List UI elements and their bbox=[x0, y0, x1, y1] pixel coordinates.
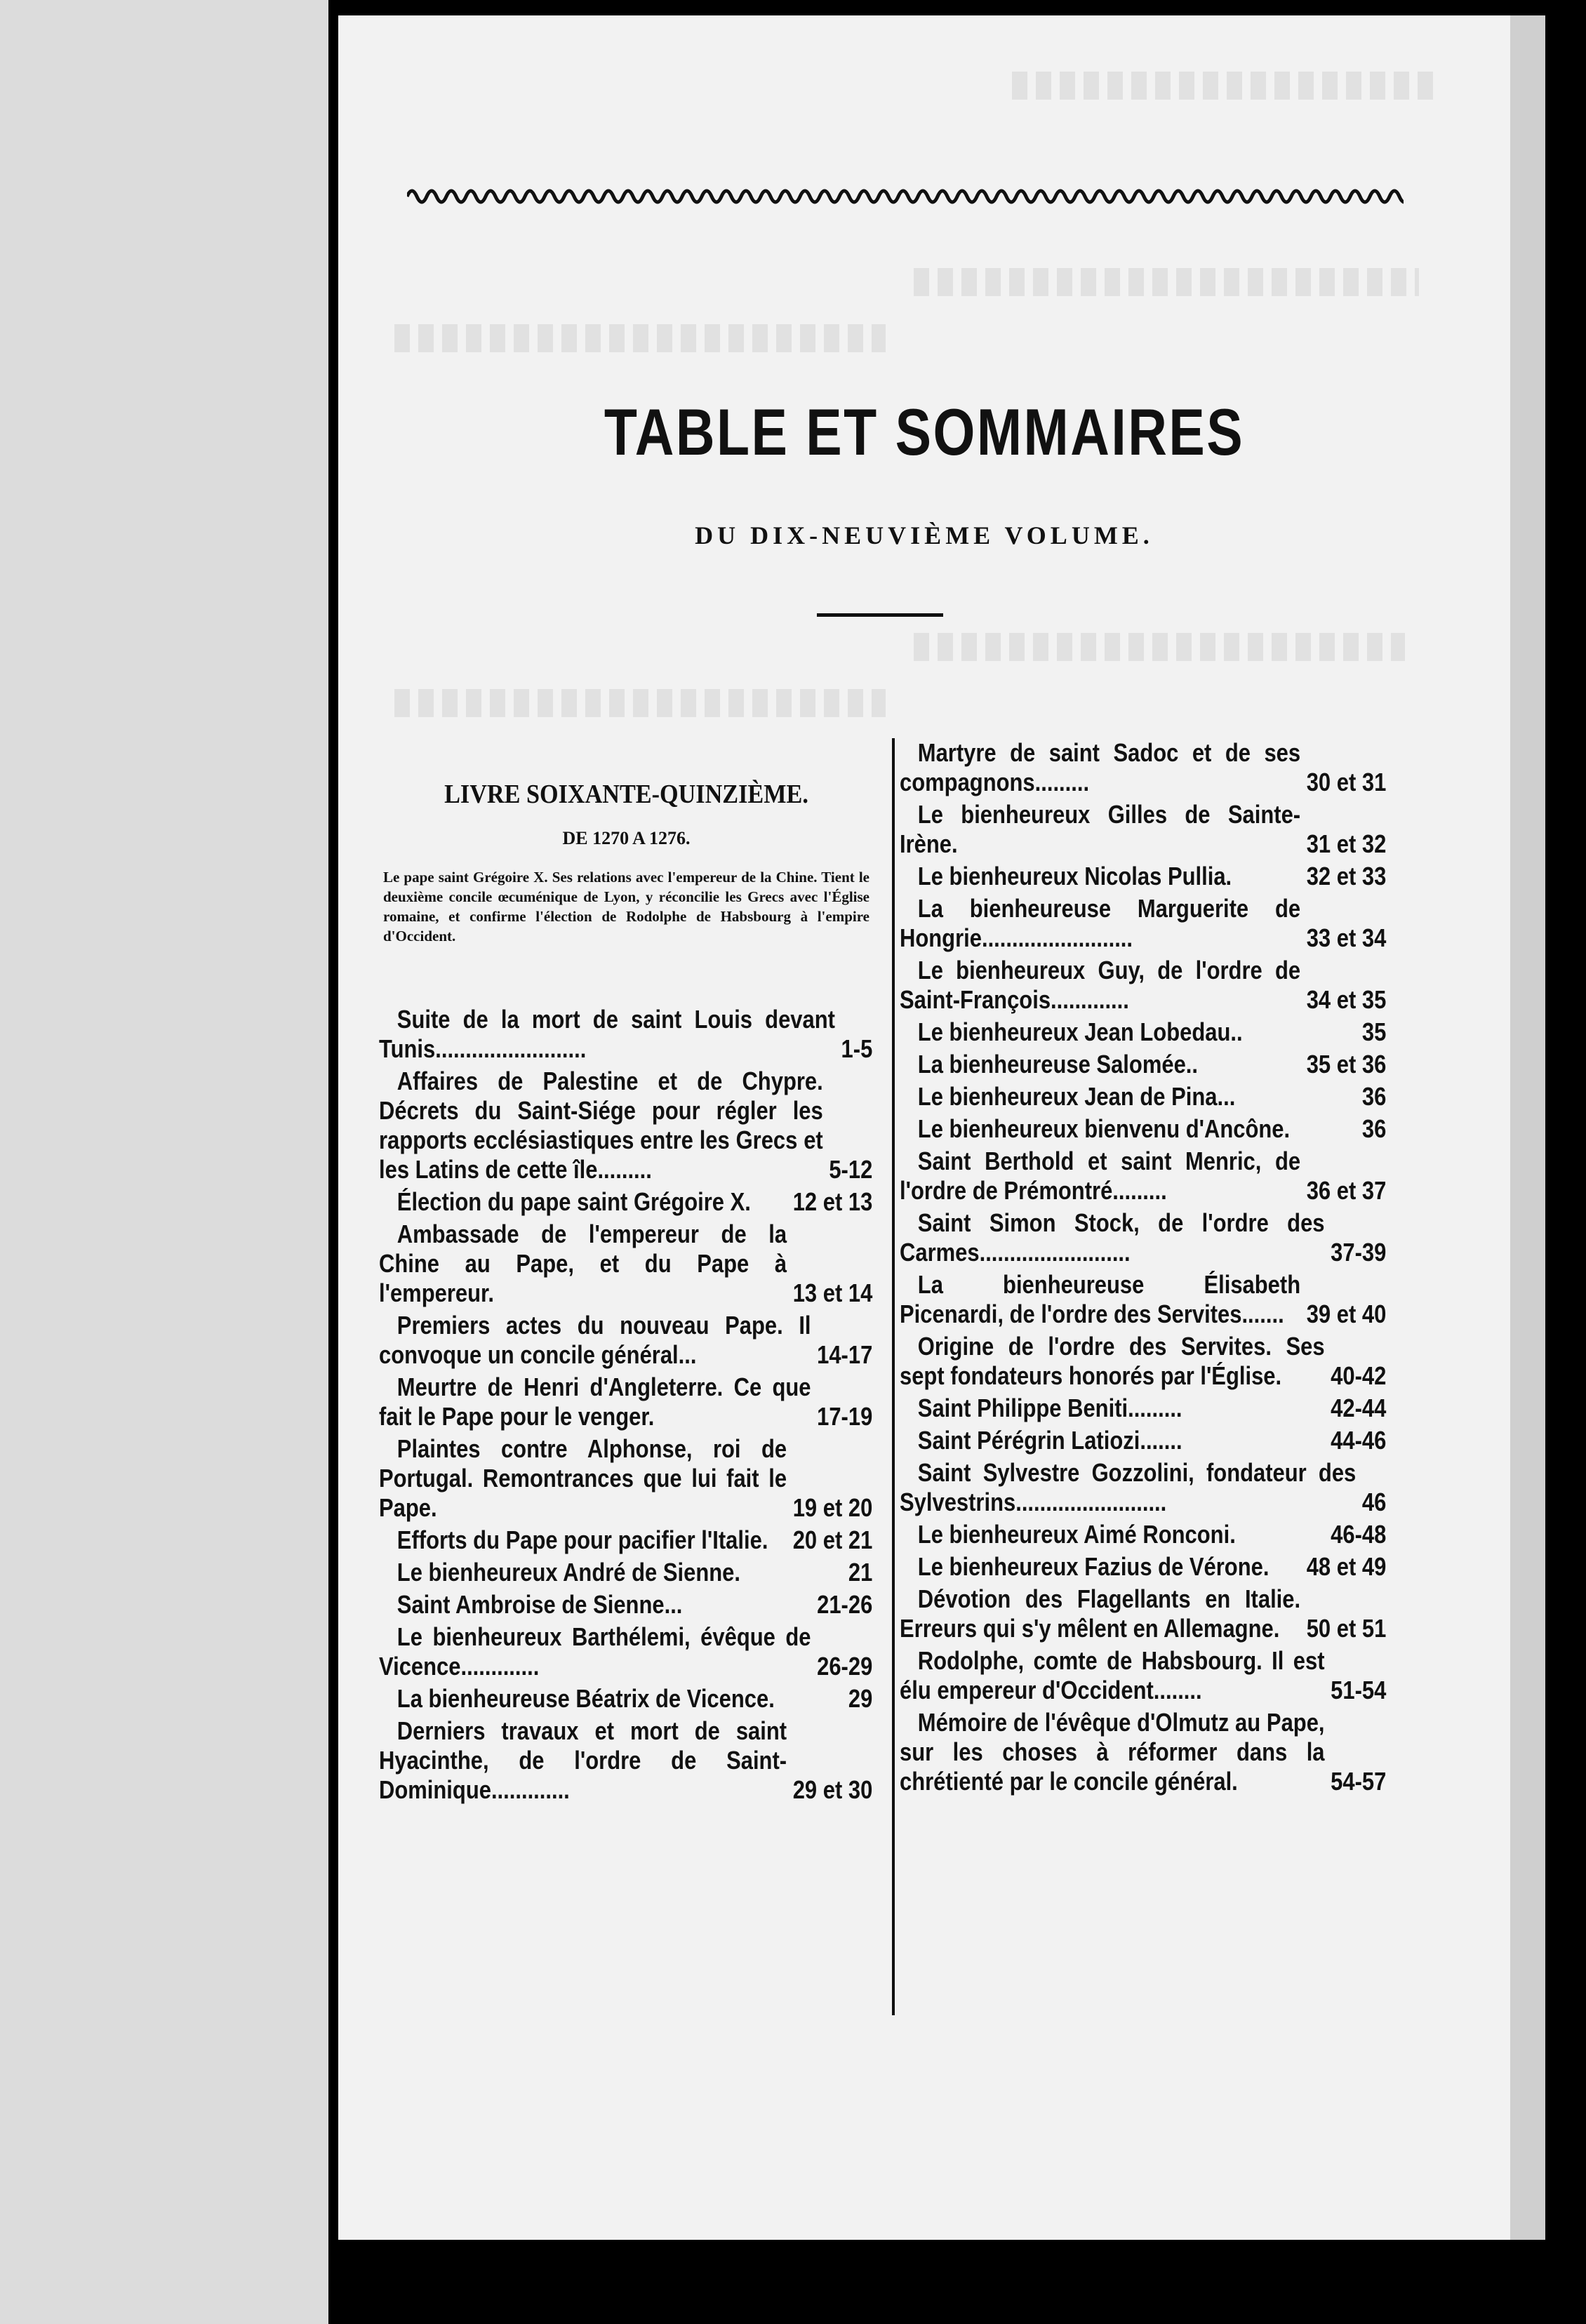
toc-entry-text: Saint Philippe Beniti......... bbox=[917, 1394, 1182, 1422]
toc-entry bbox=[900, 1017, 1386, 1047]
toc-entry bbox=[379, 1005, 872, 1064]
toc-entry-text: La bienheureuse Salomée.. bbox=[917, 1050, 1198, 1078]
toc-entry bbox=[379, 1373, 872, 1431]
toc-entry bbox=[900, 1270, 1386, 1329]
show-through-row bbox=[394, 689, 886, 717]
toc-entry-text: La bienheureuse Élisabeth Picenardi, de l'ordre des Servites....... bbox=[900, 1270, 1301, 1328]
show-through-row bbox=[914, 268, 1419, 296]
toc-entry bbox=[379, 1067, 872, 1184]
toc-entry-pages: 33 et 34 bbox=[1306, 923, 1387, 952]
toc-entry bbox=[379, 1187, 872, 1217]
toc-entry bbox=[900, 862, 1386, 891]
toc-entry-text: Rodolphe, comte de Habsbourg. Il est élu empereur d'Occident........ bbox=[900, 1646, 1325, 1704]
book-dates: DE 1270 A 1276. bbox=[562, 828, 691, 848]
toc-entry-pages: 40-42 bbox=[1331, 1361, 1387, 1390]
toc-entry bbox=[379, 1311, 872, 1370]
toc-entry-pages: 21 bbox=[848, 1558, 873, 1587]
toc-entry-pages: 44-46 bbox=[1331, 1426, 1387, 1455]
toc-entry-pages: 17-19 bbox=[817, 1402, 873, 1431]
toc-entry bbox=[379, 1590, 872, 1620]
toc-entry bbox=[900, 1584, 1386, 1643]
toc-entry-pages: 13 et 14 bbox=[792, 1278, 873, 1307]
toc-entry-text: Mémoire de l'évêque d'Olmutz au Pape, sur les choses à réformer dans la chrétienté par le concile général. bbox=[900, 1708, 1325, 1796]
toc-entry-pages: 36 et 37 bbox=[1306, 1176, 1387, 1205]
toc-entry bbox=[379, 1434, 872, 1523]
toc-entry-pages: 1-5 bbox=[841, 1034, 873, 1063]
toc-entry-text: Saint Simon Stock, de l'ordre des Carmes......................... bbox=[900, 1208, 1325, 1267]
toc-entry-pages: 29 bbox=[848, 1684, 873, 1713]
toc-entry bbox=[379, 1622, 872, 1681]
toc-entry-text: Suite de la mort de saint Louis devant Tunis......................... bbox=[379, 1005, 835, 1063]
toc-entry-text: Le bienheureux Barthélemi, évêque de Vicence............. bbox=[379, 1622, 811, 1681]
toc-entry bbox=[900, 1114, 1386, 1144]
toc-entry-text: Le bienheureux Jean Lobedau.. bbox=[917, 1017, 1243, 1046]
toc-entry bbox=[900, 1520, 1386, 1549]
toc-entry-text: Le bienheureux Fazius de Vérone. bbox=[917, 1552, 1270, 1581]
right-entry-list bbox=[900, 738, 1387, 1796]
toc-entry bbox=[900, 894, 1386, 953]
toc-entry bbox=[900, 1646, 1386, 1705]
toc-entry-text: Derniers travaux et mort de saint Hyacinthe, de l'ordre de Saint-Dominique............. bbox=[379, 1716, 787, 1804]
left-column bbox=[379, 766, 874, 1808]
toc-entry-text: Saint Ambroise de Sienne... bbox=[396, 1590, 683, 1619]
book-summary: Le pape saint Grégoire X. Ses relations avec l'empereur de la Chine. Tient le deuxième concile œcuménique de Lyon, y réconcilie les Grecs avec l'Église romaine, et confirme l'élection de Rodolphe de Habsbourg à l'empire d'Occident. bbox=[383, 869, 869, 944]
toc-entry-pages: 32 et 33 bbox=[1306, 862, 1387, 890]
toc-entry-text: Le bienheureux Aimé Ronconi. bbox=[917, 1520, 1236, 1549]
show-through-row bbox=[1012, 72, 1433, 100]
toc-entry-pages: 54-57 bbox=[1331, 1767, 1387, 1796]
toc-entry-pages: 30 et 31 bbox=[1306, 768, 1387, 796]
toc-entry-pages: 29 et 30 bbox=[792, 1775, 873, 1804]
show-through-row bbox=[914, 633, 1405, 661]
toc-entry-pages: 36 bbox=[1361, 1082, 1387, 1111]
toc-entry bbox=[900, 800, 1386, 859]
toc-entry-text: Dévotion des Flagellants en Italie. Erreurs qui s'y mêlent en Allemagne. bbox=[900, 1584, 1301, 1643]
toc-entry-text: La bienheureuse Béatrix de Vicence. bbox=[396, 1684, 775, 1713]
toc-entry-pages: 37-39 bbox=[1331, 1238, 1387, 1267]
toc-entry-pages: 12 et 13 bbox=[792, 1187, 873, 1216]
toc-entry-text: Efforts du Pape pour pacifier l'Italie. bbox=[396, 1525, 768, 1554]
toc-entry bbox=[900, 1552, 1386, 1582]
toc-entry-pages: 26-29 bbox=[817, 1652, 873, 1681]
toc-entry-pages: 46-48 bbox=[1331, 1520, 1387, 1549]
toc-entry-pages: 46 bbox=[1361, 1488, 1387, 1516]
toc-entry bbox=[379, 1220, 872, 1308]
toc-entry-text: Premiers actes du nouveau Pape. Il convoque un concile général... bbox=[379, 1311, 811, 1369]
column-divider bbox=[892, 738, 895, 2015]
toc-entry bbox=[900, 1426, 1386, 1455]
toc-entry bbox=[900, 1708, 1386, 1796]
right-column bbox=[900, 738, 1387, 1799]
toc-entry-pages: 34 et 35 bbox=[1306, 985, 1387, 1014]
page-title: TABLE ET SOMMAIRES bbox=[604, 395, 1245, 469]
toc-entry bbox=[379, 1716, 872, 1805]
toc-entry bbox=[379, 1558, 872, 1587]
toc-entry-pages: 19 et 20 bbox=[792, 1493, 873, 1522]
toc-entry-text: Meurtre de Henri d'Angleterre. Ce que fait le Pape pour le venger. bbox=[379, 1373, 811, 1431]
toc-entry-text: Martyre de saint Sadoc et de ses compagnons......... bbox=[900, 738, 1301, 796]
toc-entry-text: Saint Pérégrin Latiozi....... bbox=[917, 1426, 1182, 1455]
toc-entry-pages: 50 et 51 bbox=[1306, 1614, 1387, 1643]
toc-entry-text: Le bienheureux Guy, de l'ordre de Saint-François............. bbox=[900, 956, 1301, 1014]
toc-entry bbox=[900, 1394, 1386, 1423]
toc-entry-text: Élection du pape saint Grégoire X. bbox=[396, 1187, 751, 1216]
volume-subtitle: DU DIX-NEUVIÈME VOLUME. bbox=[695, 521, 1154, 549]
toc-entry-text: Le bienheureux Jean de Pina... bbox=[917, 1082, 1236, 1111]
toc-entry-pages: 42-44 bbox=[1331, 1394, 1387, 1422]
toc-entry-pages: 21-26 bbox=[817, 1590, 873, 1619]
title-divider-rule bbox=[817, 613, 943, 617]
toc-entry-pages: 48 et 49 bbox=[1306, 1552, 1387, 1581]
book-heading: LIVRE SOIXANTE-QUINZIÈME. bbox=[444, 780, 808, 809]
toc-entry-text: Le bienheureux Nicolas Pullia. bbox=[917, 862, 1232, 890]
toc-entry-text: La bienheureuse Marguerite de Hongrie......................... bbox=[900, 894, 1301, 952]
toc-entry-pages: 14-17 bbox=[817, 1340, 873, 1369]
toc-entry-text: Plaintes contre Alphonse, roi de Portugal. Remontrances que lui fait le Pape. bbox=[379, 1434, 787, 1522]
toc-entry-pages: 51-54 bbox=[1331, 1676, 1387, 1704]
page-edge bbox=[1510, 15, 1545, 2240]
toc-entry bbox=[379, 1525, 872, 1555]
toc-entry-text: Affaires de Palestine et de Chypre. Décrets du Saint-Siége pour régler les rapports ecclésiastiques entre les Grecs et les Latins de cette île......... bbox=[379, 1067, 823, 1184]
toc-entry-pages: 35 bbox=[1361, 1017, 1387, 1046]
toc-entry-text: Saint Sylvestre Gozzolini, fondateur des Sylvestrins......................... bbox=[900, 1458, 1357, 1516]
toc-entry-text: Ambassade de l'empereur de la Chine au Pape, et du Pape à l'empereur. bbox=[379, 1220, 787, 1307]
show-through-row bbox=[394, 324, 886, 352]
toc-entry-pages: 36 bbox=[1361, 1114, 1387, 1143]
toc-entry-pages: 35 et 36 bbox=[1306, 1050, 1387, 1078]
toc-entry bbox=[900, 1082, 1386, 1111]
table-page bbox=[338, 15, 1510, 2240]
toc-entry bbox=[900, 1332, 1386, 1391]
wavy-ornament-rule bbox=[407, 182, 1404, 211]
toc-entry bbox=[900, 956, 1386, 1015]
toc-entry-pages: 5-12 bbox=[829, 1155, 873, 1184]
toc-entry bbox=[900, 738, 1386, 797]
facing-page-bleed bbox=[0, 0, 328, 2324]
toc-entry bbox=[900, 1050, 1386, 1079]
toc-entry bbox=[900, 1458, 1386, 1517]
toc-entry bbox=[900, 1147, 1386, 1206]
toc-entry-text: Origine de l'ordre des Servites. Ses sept fondateurs honorés par l'Église. bbox=[900, 1332, 1325, 1390]
toc-entry-pages: 31 et 32 bbox=[1306, 829, 1387, 858]
toc-entry-text: Le bienheureux Gilles de Sainte-Irène. bbox=[900, 800, 1301, 858]
toc-entry bbox=[900, 1208, 1386, 1267]
left-entry-list bbox=[379, 1005, 874, 1805]
toc-entry-pages: 39 et 40 bbox=[1306, 1300, 1387, 1328]
toc-entry-pages: 20 et 21 bbox=[792, 1525, 873, 1554]
toc-entry-text: Le bienheureux André de Sienne. bbox=[396, 1558, 740, 1587]
toc-entry bbox=[379, 1684, 872, 1714]
toc-entry-text: Le bienheureux bienvenu d'Ancône. bbox=[917, 1114, 1291, 1143]
toc-entry-text: Saint Berthold et saint Menric, de l'ordre de Prémontré......... bbox=[900, 1147, 1301, 1205]
